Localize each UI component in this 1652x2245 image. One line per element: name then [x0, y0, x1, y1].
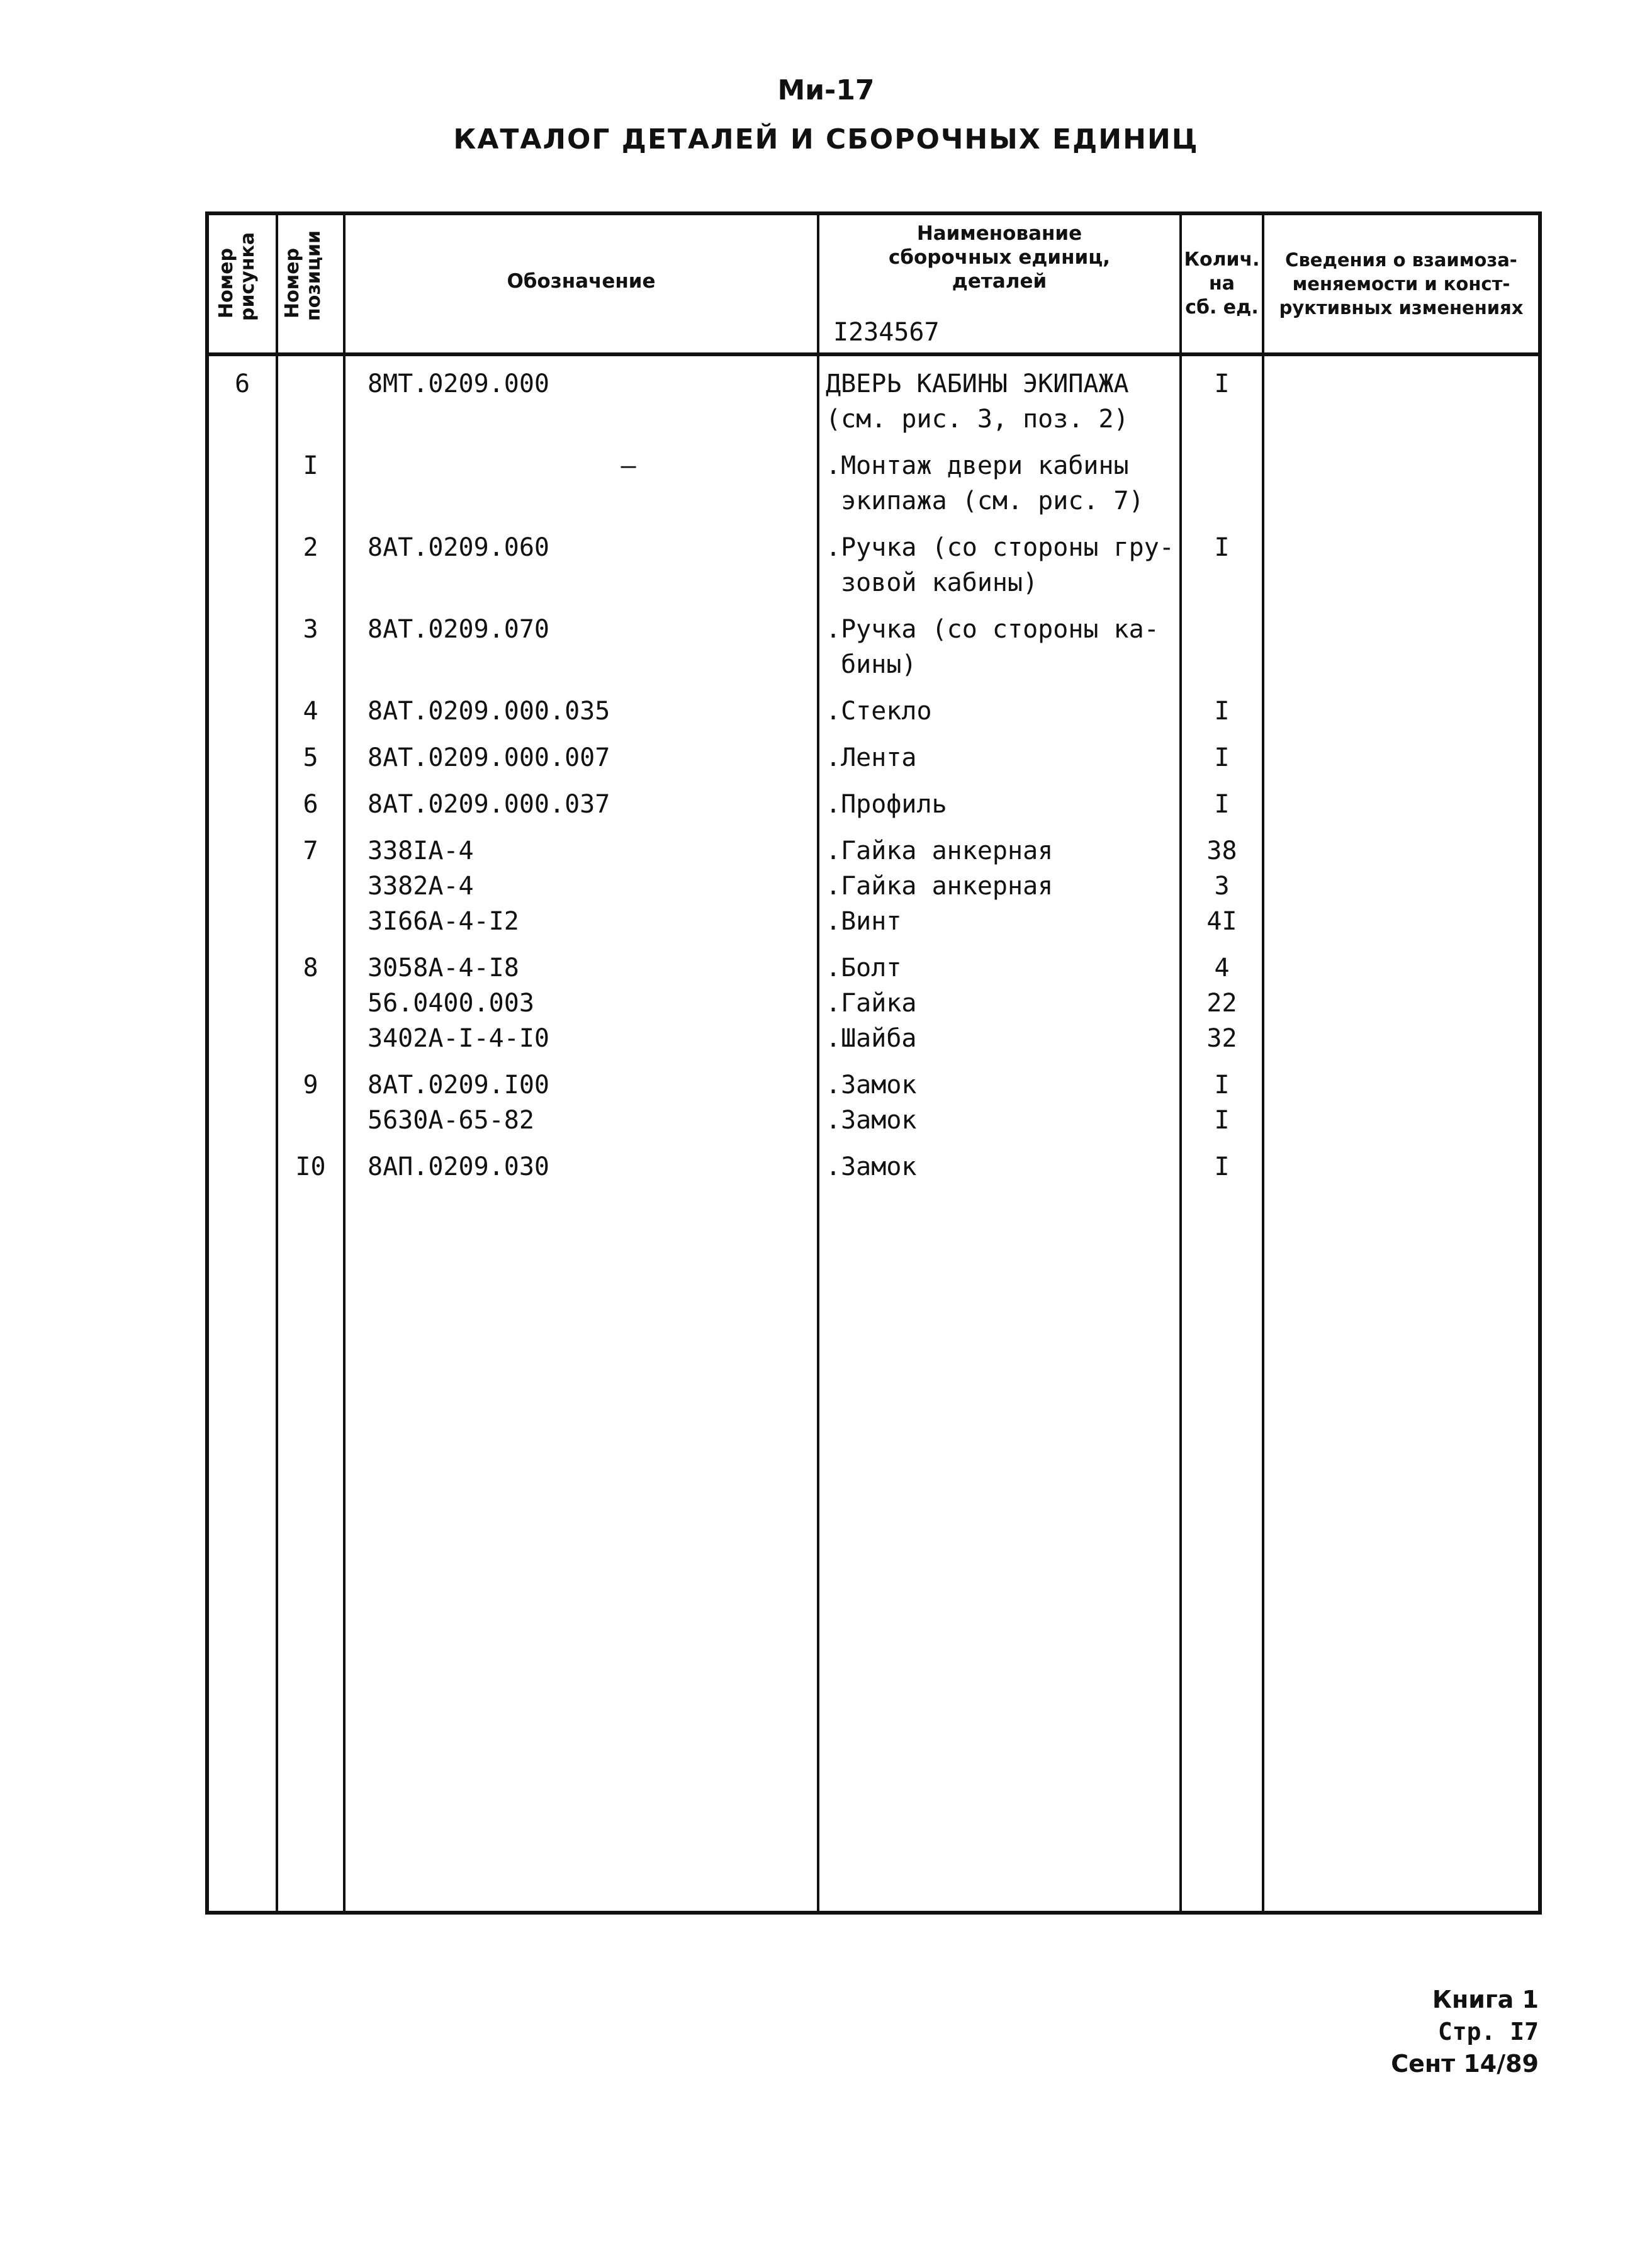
row-position-number: 4 — [303, 697, 318, 726]
row-position-number: 7 — [303, 836, 318, 865]
row-quantity: I — [1214, 1152, 1230, 1181]
row-designation: – — [621, 451, 636, 480]
row-quantity: I — [1214, 697, 1230, 726]
page-number: Стр. I7 — [1437, 2018, 1539, 2045]
col-header-designation: Обозначение — [507, 270, 656, 293]
col-header-qty-l2: на — [1209, 273, 1235, 295]
row-position-number: 2 — [303, 533, 318, 562]
row-name: .Шайба — [826, 1024, 917, 1053]
row-name: .Замок — [826, 1106, 917, 1135]
row-quantity: 4 — [1214, 954, 1230, 982]
col-header-qty-l3: сб. ед. — [1185, 296, 1259, 318]
row-quantity: 38 — [1206, 836, 1237, 865]
row-quantity: I — [1214, 790, 1230, 819]
col-header-name — [819, 222, 1179, 293]
row-position-number: I0 — [295, 1152, 326, 1181]
row-fig-number: 6 — [234, 369, 250, 398]
row-name-continuation: (см. рис. 3, поз. 2) — [826, 405, 1129, 434]
row-quantity: 32 — [1206, 1024, 1237, 1053]
model-title: Ми-17 — [777, 74, 875, 106]
row-designation: 3058А-4-I8 — [368, 954, 519, 982]
row-designation: 8МТ.0209.000 — [368, 369, 549, 398]
row-position-number: 5 — [303, 743, 318, 772]
col-header-info — [1264, 248, 1538, 320]
row-designation: 3382А-4 — [368, 872, 474, 901]
row-name: ДВЕРЬ КАБИНЫ ЭКИПАЖА — [826, 369, 1129, 398]
revision-date: Сент 14/89 — [1391, 2050, 1539, 2078]
row-quantity: I — [1214, 743, 1230, 772]
col-header-fig — [216, 227, 266, 340]
row-name: .Ручка (со стороны гру- — [826, 533, 1174, 562]
row-designation: 8АТ.0209.000.035 — [368, 697, 610, 726]
row-name: .Гайка — [826, 989, 917, 1018]
col-header-fig-text: Номер рисунка — [215, 232, 259, 321]
row-position-number: I — [303, 451, 318, 480]
row-name: .Болт — [826, 954, 902, 982]
row-designation: 8АТ.0209.070 — [368, 615, 549, 644]
col-header-pos-text: Номер позиции — [281, 230, 325, 321]
row-name: .Монтаж двери кабины — [826, 451, 1129, 480]
row-designation: 5630А-65-82 — [368, 1106, 534, 1135]
row-name: .Замок — [826, 1152, 917, 1181]
header-divider — [205, 352, 1542, 356]
col-header-info-l2: меняемости и конст- — [1292, 273, 1510, 295]
row-position-number: 8 — [303, 954, 318, 982]
row-quantity: I — [1214, 1106, 1230, 1135]
col-header-info-l1: Сведения о взаимоза- — [1285, 249, 1517, 271]
col-header-name-l1: Наименование — [916, 222, 1082, 245]
row-designation: 338IА-4 — [368, 836, 474, 865]
row-name: .Профиль — [826, 790, 947, 819]
row-quantity: 4I — [1206, 907, 1237, 936]
row-name: .Ручка (со стороны ка- — [826, 615, 1159, 644]
row-designation: 8АП.0209.030 — [368, 1152, 549, 1181]
row-name-continuation: зовой кабины) — [826, 568, 1038, 597]
row-designation: 8АТ.0209.I00 — [368, 1071, 549, 1100]
row-name: .Винт — [826, 907, 902, 936]
row-designation: 8АТ.0209.000.007 — [368, 743, 610, 772]
row-quantity: I — [1214, 1071, 1230, 1100]
row-position-number: 6 — [303, 790, 318, 819]
row-name: .Гайка анкерная — [826, 872, 1054, 901]
row-quantity: 22 — [1206, 989, 1237, 1018]
row-designation: 8АТ.0209.000.037 — [368, 790, 610, 819]
row-position-number: 9 — [303, 1071, 318, 1100]
row-name: .Стекло — [826, 697, 932, 726]
row-designation: 56.0400.003 — [368, 989, 534, 1018]
row-designation: 3I66А-4-I2 — [368, 907, 519, 936]
col-divider — [1262, 211, 1264, 1915]
row-name: .Замок — [826, 1071, 917, 1100]
col-header-info-l3: руктивных изменениях — [1279, 297, 1524, 318]
col-header-name-l3: деталей — [952, 270, 1047, 293]
col-header-qty — [1182, 248, 1262, 320]
row-name: .Лента — [826, 743, 917, 772]
row-quantity: 3 — [1214, 872, 1230, 901]
catalog-title: КАТАЛОГ ДЕТАЛЕЙ И СБОРОЧНЫХ ЕДИНИЦ — [453, 123, 1199, 155]
row-name-continuation: бины) — [826, 650, 917, 679]
row-quantity: I — [1214, 533, 1230, 562]
row-name: .Гайка анкерная — [826, 836, 1054, 865]
col-divider — [1179, 211, 1182, 1915]
col-header-qty-l1: Колич. — [1184, 249, 1260, 271]
col-divider — [817, 211, 819, 1915]
row-position-number: 3 — [303, 615, 318, 644]
row-quantity: I — [1214, 369, 1230, 398]
book-label: Книга 1 — [1432, 1986, 1539, 2013]
col-header-pos — [282, 227, 332, 340]
row-designation: 3402А-I-4-I0 — [368, 1024, 549, 1053]
row-name-continuation: экипажа (см. рис. 7) — [826, 487, 1144, 515]
name-index-digits: I234567 — [833, 318, 940, 347]
col-header-name-l2: сборочных единиц, — [888, 246, 1110, 269]
row-designation: 8АТ.0209.060 — [368, 533, 549, 562]
